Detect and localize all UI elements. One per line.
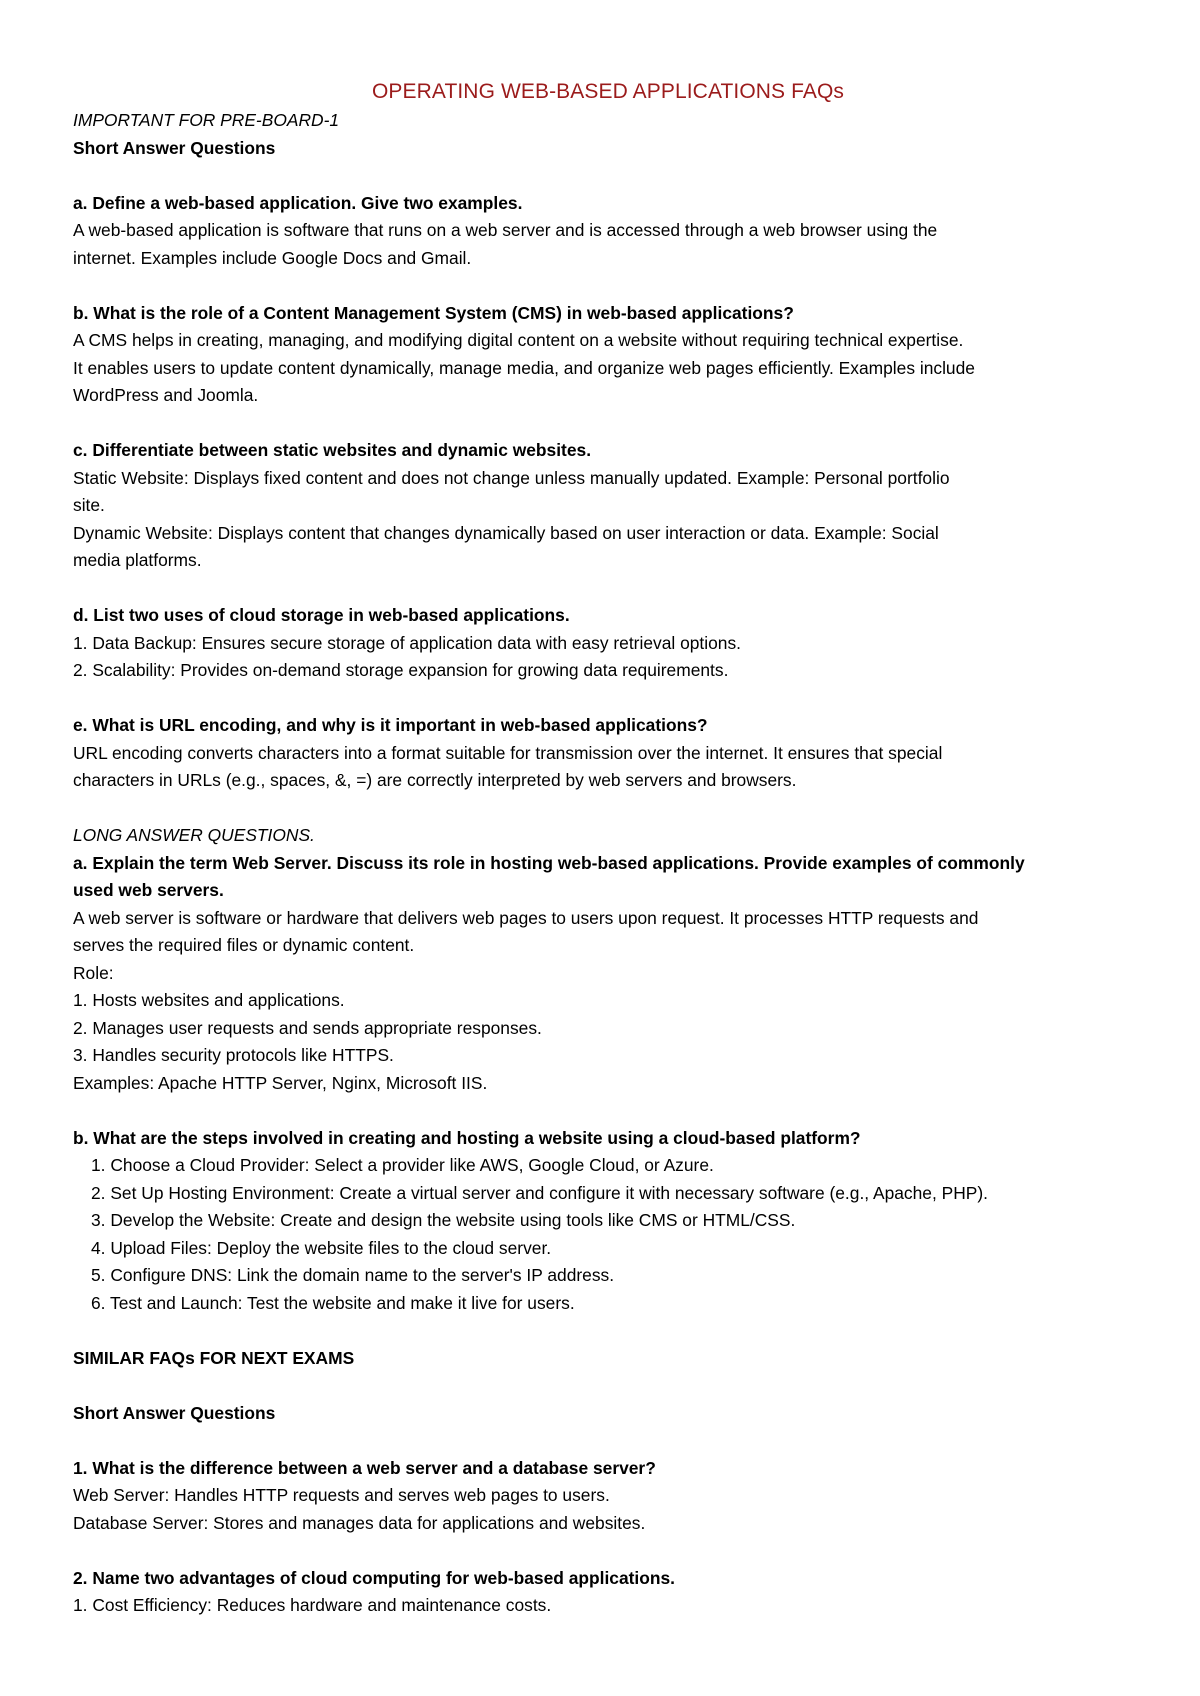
answer-line: Web Server: Handles HTTP requests and serves web pages to users. [73,1485,610,1505]
step-item: 4. Upload Files: Deploy the website files to the cloud server. [91,1237,552,1258]
answer-line: A web-based application is software that runs on a web server and is accessed through a web browser using the [73,220,938,240]
answer-line: 3. Handles security protocols like HTTPS. [73,1045,394,1065]
answer-line: It enables users to update content dynamically, manage media, and organize web pages efficiently. Examples include [73,357,975,378]
question-2: 2. Name two advantages of cloud computing for web-based applications. [73,1567,675,1588]
question-d: d. List two uses of cloud storage in web-based applications. [73,605,570,625]
answer-line: URL encoding converts characters into a format suitable for transmission over the internet. It ensures that special [73,742,943,763]
question-e: e. What is URL encoding, and why is it important in web-based applications? [73,715,708,735]
answer-line: A web server is software or hardware that delivers web pages to users upon request. It processes HTTP requests and [73,907,979,928]
section-heading-short-2: Short Answer Questions [73,1402,276,1423]
step-item: 2. Set Up Hosting Environment: Create a virtual server and configure it with necessary software (e.g., Apache, PHP). [91,1182,989,1203]
answer-line: 2. Scalability: Provides on-demand storage expansion for growing data requirements. [73,660,729,680]
answer-line: site. [73,495,105,515]
answer-line: characters in URLs (e.g., spaces, &, =) are correctly interpreted by web servers and browsers. [73,770,797,790]
answer-line: Database Server: Stores and manages data for applications and websites. [73,1512,646,1533]
question-b: b. What is the role of a Content Management System (CMS) in web-based applications? [73,302,794,323]
answer-line: 1. Hosts websites and applications. [73,990,345,1010]
long-question-a: a. Explain the term Web Server. Discuss its role in hosting web-based applications. Provide examples of commonly [73,852,1025,873]
answer-line: WordPress and Joomla. [73,385,259,405]
step-item: 1. Choose a Cloud Provider: Select a provider like AWS, Google Cloud, or Azure. [91,1155,714,1175]
question-1: 1. What is the difference between a web server and a database server? [73,1457,656,1478]
answer-line: Dynamic Website: Displays content that changes dynamically based on user interaction or data. Example: Social [73,522,939,543]
answer-line: Role: [73,962,114,983]
long-question-b: b. What are the steps involved in creating and hosting a website using a cloud-based platform? [73,1127,861,1148]
answer-line: 1. Cost Efficiency: Reduces hardware and maintenance costs. [73,1595,552,1615]
answer-line: 2. Manages user requests and sends appropriate responses. [73,1017,542,1038]
step-item: 5. Configure DNS: Link the domain name to the server's IP address. [91,1265,615,1285]
section-heading-short: Short Answer Questions [73,137,276,158]
step-item: 3. Develop the Website: Create and design the website using tools like CMS or HTML/CSS. [91,1210,796,1230]
answer-line: Static Website: Displays fixed content and does not change unless manually updated. Example: Personal portfolio [73,467,950,488]
section-heading-long: LONG ANSWER QUESTIONS. [73,825,315,845]
question-a: a. Define a web-based application. Give two examples. [73,192,523,213]
answer-line: internet. Examples include Google Docs and Gmail. [73,247,472,268]
question-c: c. Differentiate between static websites and dynamic websites. [73,440,592,460]
answer-line: 1. Data Backup: Ensures secure storage of application data with easy retrieval options. [73,632,741,653]
section-heading-similar: SIMILAR FAQs FOR NEXT EXAMS [73,1347,355,1368]
document-body [73,77,1143,1620]
step-item: 6. Test and Launch: Test the website and make it live for users. [91,1292,575,1313]
answer-line: Examples: Apache HTTP Server, Nginx, Microsoft IIS. [73,1072,488,1093]
answer-line: media platforms. [73,550,202,570]
doc-subtitle: IMPORTANT FOR PRE-BOARD-1 [73,110,340,130]
answer-line: serves the required files or dynamic content. [73,935,415,955]
long-question-a-cont: used web servers. [73,880,224,900]
doc-title: OPERATING WEB-BASED APPLICATIONS FAQs [371,80,845,103]
answer-line: A CMS helps in creating, managing, and modifying digital content on a website without requiring technical expertise. [73,330,964,350]
